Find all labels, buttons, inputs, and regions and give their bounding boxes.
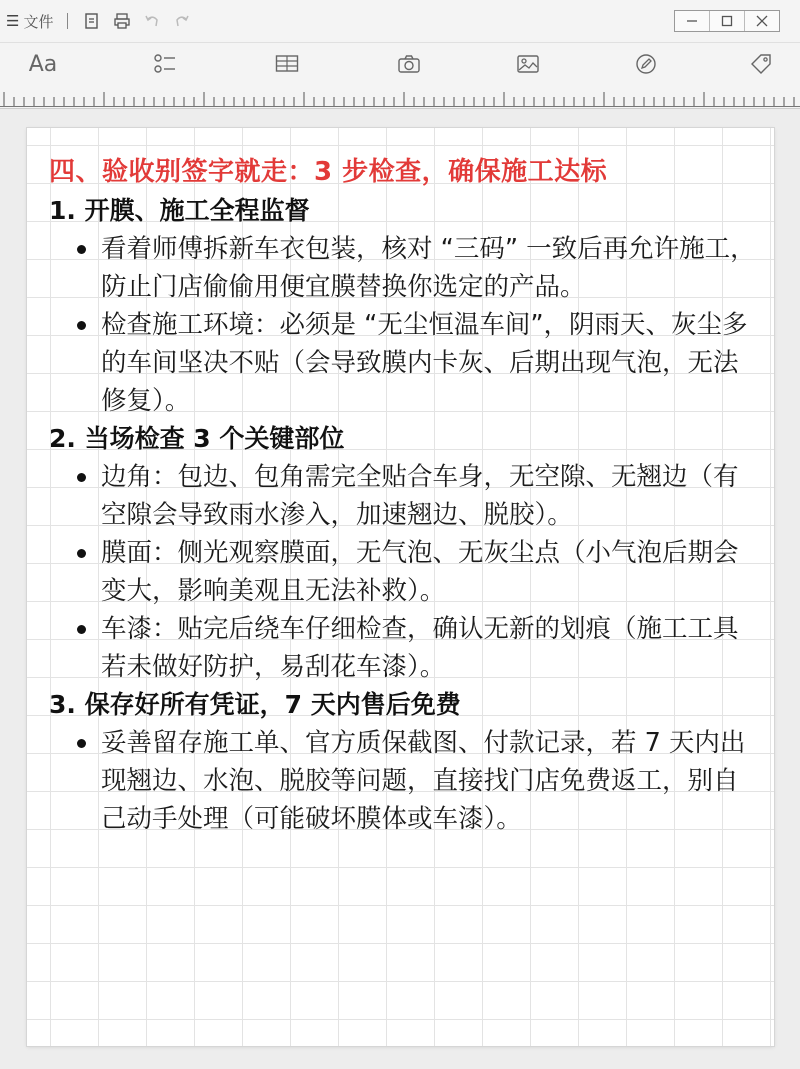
tag-icon[interactable] [746, 51, 776, 77]
bullet-icon [77, 321, 86, 330]
list-item-text: 边角：包边、包角需完全贴合车身，无空隙、无翘边（有空隙会导致雨水渗入，加速翘边、脱胶）。 [101, 462, 739, 530]
format-toolbar [0, 42, 800, 85]
table-icon[interactable] [272, 51, 302, 77]
toolbar-divider [67, 13, 68, 29]
menu-icon: ☰ [6, 12, 20, 30]
list-item-text: 膜面：侧光观察膜面，无气泡、无灰尘点（小气泡后期会变大，影响美观且无法补救）。 [101, 538, 739, 606]
undo-icon[interactable] [142, 11, 162, 31]
redo-icon[interactable] [172, 11, 192, 31]
document-content [49, 152, 759, 838]
list-item-text: 看着师傅拆新车衣包装，核对 “三码” 一致后再允许施工，防止门店偷偷用便宜膜替换你选定的产品。 [101, 234, 756, 302]
bullet-icon [77, 245, 86, 254]
bullet-icon [77, 549, 86, 558]
title-toolbar [0, 0, 800, 42]
section-title-2: 2. 当场检查 3 个关键部位 [49, 424, 345, 453]
pen-icon[interactable] [631, 51, 661, 77]
list-item [49, 458, 759, 534]
list-item-text: 检查施工环境：必须是 “无尘恒温车间”，阴雨天、灰尘多的车间坚决不贴（会导致膜内卡灰、后期出现气泡，无法修复）。 [101, 310, 748, 416]
list-item [49, 610, 759, 686]
list-item [49, 230, 759, 306]
image-icon[interactable] [513, 51, 543, 77]
window-controls [674, 10, 780, 32]
save-as-icon[interactable] [82, 11, 102, 31]
section-title-3: 3. 保存好所有凭证，7 天内售后免费 [49, 690, 461, 719]
list-item-text: 车漆：贴完后绕车仔细检查，确认无新的划痕（施工工具若未做好防护，易刮花车漆）。 [101, 614, 739, 682]
bullet-icon [77, 739, 86, 748]
bullet-icon [77, 625, 86, 634]
section-title-1: 1. 开膜、施工全程监督 [49, 196, 310, 225]
camera-icon[interactable] [394, 51, 424, 77]
list-item [49, 306, 759, 420]
font-icon[interactable]: Aa [28, 51, 58, 77]
close-icon[interactable] [745, 11, 779, 31]
minimize-icon[interactable] [675, 11, 710, 31]
file-menu-label: 文件 [23, 12, 54, 31]
print-icon[interactable] [112, 11, 132, 31]
bullet-icon [77, 473, 86, 482]
document-heading: 四、验收别签字就走：3 步检查，确保施工达标 [49, 157, 608, 187]
list-item [49, 724, 759, 838]
list-icon[interactable] [150, 51, 180, 77]
ruler-ticks [0, 84, 800, 108]
maximize-icon[interactable] [710, 11, 745, 31]
list-item-text: 妥善留存施工单、官方质保截图、付款记录，若 7 天内出现翘边、水泡、脱胶等问题，直接找门店免费返工，别自己动手处理（可能破坏膜体或车漆）。 [101, 728, 746, 834]
file-menu[interactable] [6, 11, 53, 32]
list-item [49, 534, 759, 610]
ruler [0, 84, 800, 109]
document-page[interactable] [27, 128, 774, 1046]
